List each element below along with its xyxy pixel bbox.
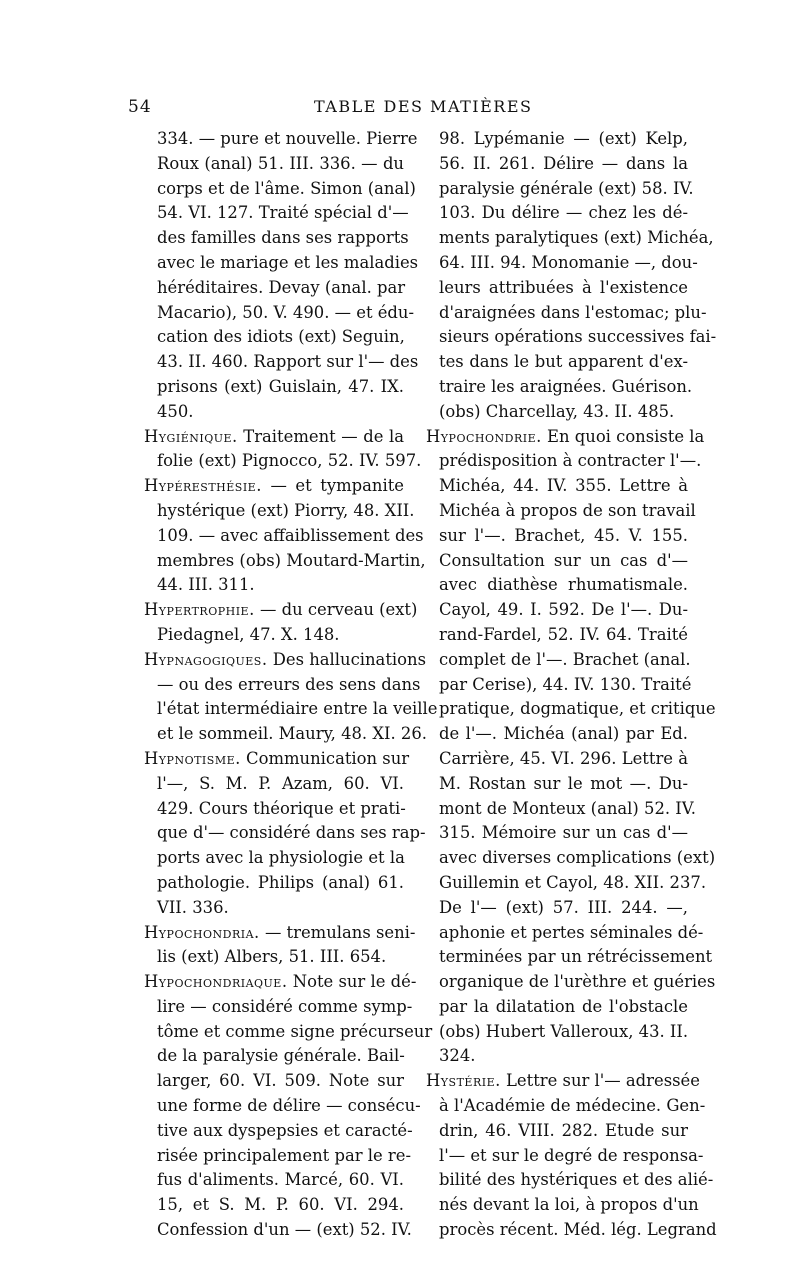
index-headword: Hypnagogiques. xyxy=(144,649,268,669)
index-entry-line: l'état intermédiaire entre la veille xyxy=(157,699,438,719)
index-entry-line: — ou des erreurs des sens dans xyxy=(157,674,421,694)
index-entry-line: Macario), 50. V. 490. — et édu- xyxy=(157,302,415,322)
index-entry-line: 56. II. 261. Délire — dans la xyxy=(439,153,688,173)
index-entry-line: 450. xyxy=(157,401,194,421)
index-entry-line: Michéa à propos de son travail xyxy=(439,500,696,520)
index-entry-heading-line: Hypertrophie. — du cerveau (ext) xyxy=(144,600,418,620)
index-entry-line: drin, 46. VIII. 282. Etude sur xyxy=(439,1120,688,1140)
index-entry-line: prisons (ext) Guislain, 47. IX. xyxy=(157,376,404,396)
index-entry-line: Consultation sur un cas d'— xyxy=(439,550,688,570)
index-entry-line: larger, 60. VI. 509. Note sur xyxy=(157,1071,404,1091)
index-entry-line: Michéa, 44. IV. 355. Lettre à xyxy=(439,476,688,496)
index-entry-line: ports avec la physiologie et la xyxy=(157,848,405,868)
index-entry-line: 15, et S. M. P. 60. VI. 294. xyxy=(157,1195,404,1215)
index-entry-line: aphonie et pertes séminales dé- xyxy=(439,922,704,942)
index-entry-line: De l'— (ext) 57. III. 244. —, xyxy=(439,897,688,917)
index-headword: Hygiénique. xyxy=(144,426,238,446)
index-entry-line: l'— et sur le degré de responsa- xyxy=(439,1145,704,1165)
index-entry-heading-line: Hypochondriaque. Note sur le dé- xyxy=(144,972,417,992)
index-entry-line: sur l'—. Brachet, 45. V. 155. xyxy=(439,525,688,545)
index-entry-line: d'araignées dans l'estomac; plu- xyxy=(439,302,707,322)
index-entry-line: 44. III. 311. xyxy=(157,575,255,595)
index-entry-line: (obs) Charcellay, 43. II. 485. xyxy=(439,401,675,421)
index-entry-line: 315. Mémoire sur un cas d'— xyxy=(439,823,688,843)
index-entry-line: complet de l'—. Brachet (anal. xyxy=(439,649,691,669)
index-entry-line: par Cerise), 44. IV. 130. Traité xyxy=(439,674,692,694)
index-entry-line: 109. — avec affaiblissement des xyxy=(157,525,424,545)
index-entry-line: nés devant la loi, à propos d'un xyxy=(439,1195,699,1215)
index-entry-heading-line: Hygiénique. Traitement — de la xyxy=(144,426,404,446)
index-entry-line: lire — considéré comme symp- xyxy=(157,996,413,1016)
index-entry-line: traire les araignées. Guérison. xyxy=(439,376,693,396)
index-entry-line: de l'—. Michéa (anal) par Ed. xyxy=(439,724,688,744)
index-entry-line: organique de l'urèthre et guéries xyxy=(439,972,716,992)
index-column-left xyxy=(144,127,438,1243)
index-entry-line: tôme et comme signe précurseur xyxy=(157,1021,433,1041)
index-entry-line: terminées par un rétrécissement xyxy=(439,947,713,967)
running-title: TABLE DES MATIÈRES xyxy=(314,97,533,116)
index-entry-line: par la dilatation de l'obstacle xyxy=(439,996,688,1016)
index-headword: Hypochondriaque. xyxy=(144,972,288,992)
index-entry-line: membres (obs) Moutard-Martin, xyxy=(157,550,426,570)
index-entry-line: VII. 336. xyxy=(157,897,229,917)
index-entry-line: Confession d'un — (ext) 52. IV. xyxy=(157,1220,412,1240)
index-entry-line: rand-Fardel, 52. IV. 64. Traité xyxy=(439,624,688,644)
index-entry-line: 324. xyxy=(439,1046,476,1066)
index-entry-line: risée principalement par le re- xyxy=(157,1145,411,1165)
index-entry-line: 43. II. 460. Rapport sur l'— des xyxy=(157,352,419,372)
index-entry-line: pathologie. Philips (anal) 61. xyxy=(157,872,404,892)
index-entry-line: folie (ext) Pignocco, 52. IV. 597. xyxy=(157,451,422,471)
index-entry-line: 103. Du délire — chez les dé- xyxy=(439,203,688,223)
index-entry-heading-line: Hypochondrie. En quoi consiste la xyxy=(426,426,705,446)
index-entry-line: sieurs opérations successives fai- xyxy=(439,327,717,347)
index-entry-heading-line: Hypochondria. — tremulans seni- xyxy=(144,922,416,942)
index-headword: Hypnotisme. xyxy=(144,748,241,768)
index-entry-line: héréditaires. Devay (anal. par xyxy=(157,277,406,297)
index-entry-heading-line: Hypnagogiques. Des hallucinations xyxy=(144,649,426,669)
index-entry-line: à l'Académie de médecine. Gen- xyxy=(439,1096,706,1116)
index-column-right xyxy=(426,127,717,1243)
index-entry-line: pratique, dogmatique, et critique xyxy=(439,699,716,719)
index-entry-line: 54. VI. 127. Traité spécial d'— xyxy=(157,203,409,223)
index-entry-line: 64. III. 94. Monomanie —, dou- xyxy=(439,252,698,272)
index-entry-line: tes dans le but apparent d'ex- xyxy=(439,352,688,372)
index-entry-line: Guillemin et Cayol, 48. XII. 237. xyxy=(439,872,707,892)
index-entry-line: mont de Monteux (anal) 52. IV. xyxy=(439,798,696,818)
index-entry-line: avec le mariage et les maladies xyxy=(157,252,419,272)
index-entry-heading-line: Hypéresthésie. — et tympanite xyxy=(144,476,404,496)
index-entry-line: (obs) Hubert Valleroux, 43. II. xyxy=(439,1021,689,1041)
index-entry-line: lis (ext) Albers, 51. III. 654. xyxy=(157,947,387,967)
index-entry-line: Roux (anal) 51. III. 336. — du xyxy=(157,153,404,173)
index-headword: Hystérie. xyxy=(426,1071,501,1091)
index-entry-line: prédisposition à contracter l'—. xyxy=(439,451,702,471)
index-entry-line: fus d'aliments. Marcé, 60. VI. xyxy=(157,1170,404,1190)
index-entry-line: une forme de délire — consécu- xyxy=(157,1096,421,1116)
index-entry-line: avec diverses complications (ext) xyxy=(439,848,716,868)
index-entry-line: 334. — pure et nouvelle. Pierre xyxy=(157,129,418,148)
index-entry-line: 98. Lypémanie — (ext) Kelp, xyxy=(439,129,688,148)
index-entry-line: hystérique (ext) Piorry, 48. XII. xyxy=(157,500,415,520)
index-entry-line: avec diathèse rhumatismale. xyxy=(439,575,688,595)
index-entry-line: procès récent. Méd. lég. Legrand xyxy=(439,1220,717,1240)
index-entry-heading-line: Hystérie. Lettre sur l'— adressée xyxy=(426,1071,700,1091)
index-entry-line: Cayol, 49. I. 592. De l'—. Du- xyxy=(439,600,688,620)
index-entry-line: l'—, S. M. P. Azam, 60. VI. xyxy=(157,773,404,793)
index-entry-line: M. Rostan sur le mot —. Du- xyxy=(439,773,688,793)
index-entry-line: de la paralysie générale. Bail- xyxy=(157,1046,405,1066)
index-entry-line: 429. Cours théorique et prati- xyxy=(157,798,406,818)
index-entry-line: Piedagnel, 47. X. 148. xyxy=(157,624,340,644)
index-entry-heading-line: Hypnotisme. Communication sur xyxy=(144,748,410,768)
index-headword: Hypertrophie. xyxy=(144,600,255,620)
index-entry-line: ments paralytiques (ext) Michéa, xyxy=(439,228,714,248)
index-entry-line: des familles dans ses rapports xyxy=(157,228,409,248)
index-entry-line: tive aux dyspepsies et caracté- xyxy=(157,1120,413,1140)
index-headword: Hypochondrie. xyxy=(426,426,542,446)
index-entry-line: paralysie générale (ext) 58. IV. xyxy=(439,178,694,198)
index-entry-line: corps et de l'âme. Simon (anal) xyxy=(157,178,416,198)
index-headword: Hypochondria. xyxy=(144,922,260,942)
index-entry-line: Carrière, 45. VI. 296. Lettre à xyxy=(439,748,688,768)
index-entry-line: que d'— considéré dans ses rap- xyxy=(157,823,426,843)
index-entry-line: bilité des hystériques et des alié- xyxy=(439,1170,714,1190)
index-entry-line: et le sommeil. Maury, 48. XI. 26. xyxy=(157,724,427,744)
page-number: 54 xyxy=(128,97,152,117)
index-entry-line: cation des idiots (ext) Seguin, xyxy=(157,327,405,347)
index-entry-line: leurs attribuées à l'existence xyxy=(439,277,688,297)
index-headword: Hypéresthésie. xyxy=(144,476,262,496)
